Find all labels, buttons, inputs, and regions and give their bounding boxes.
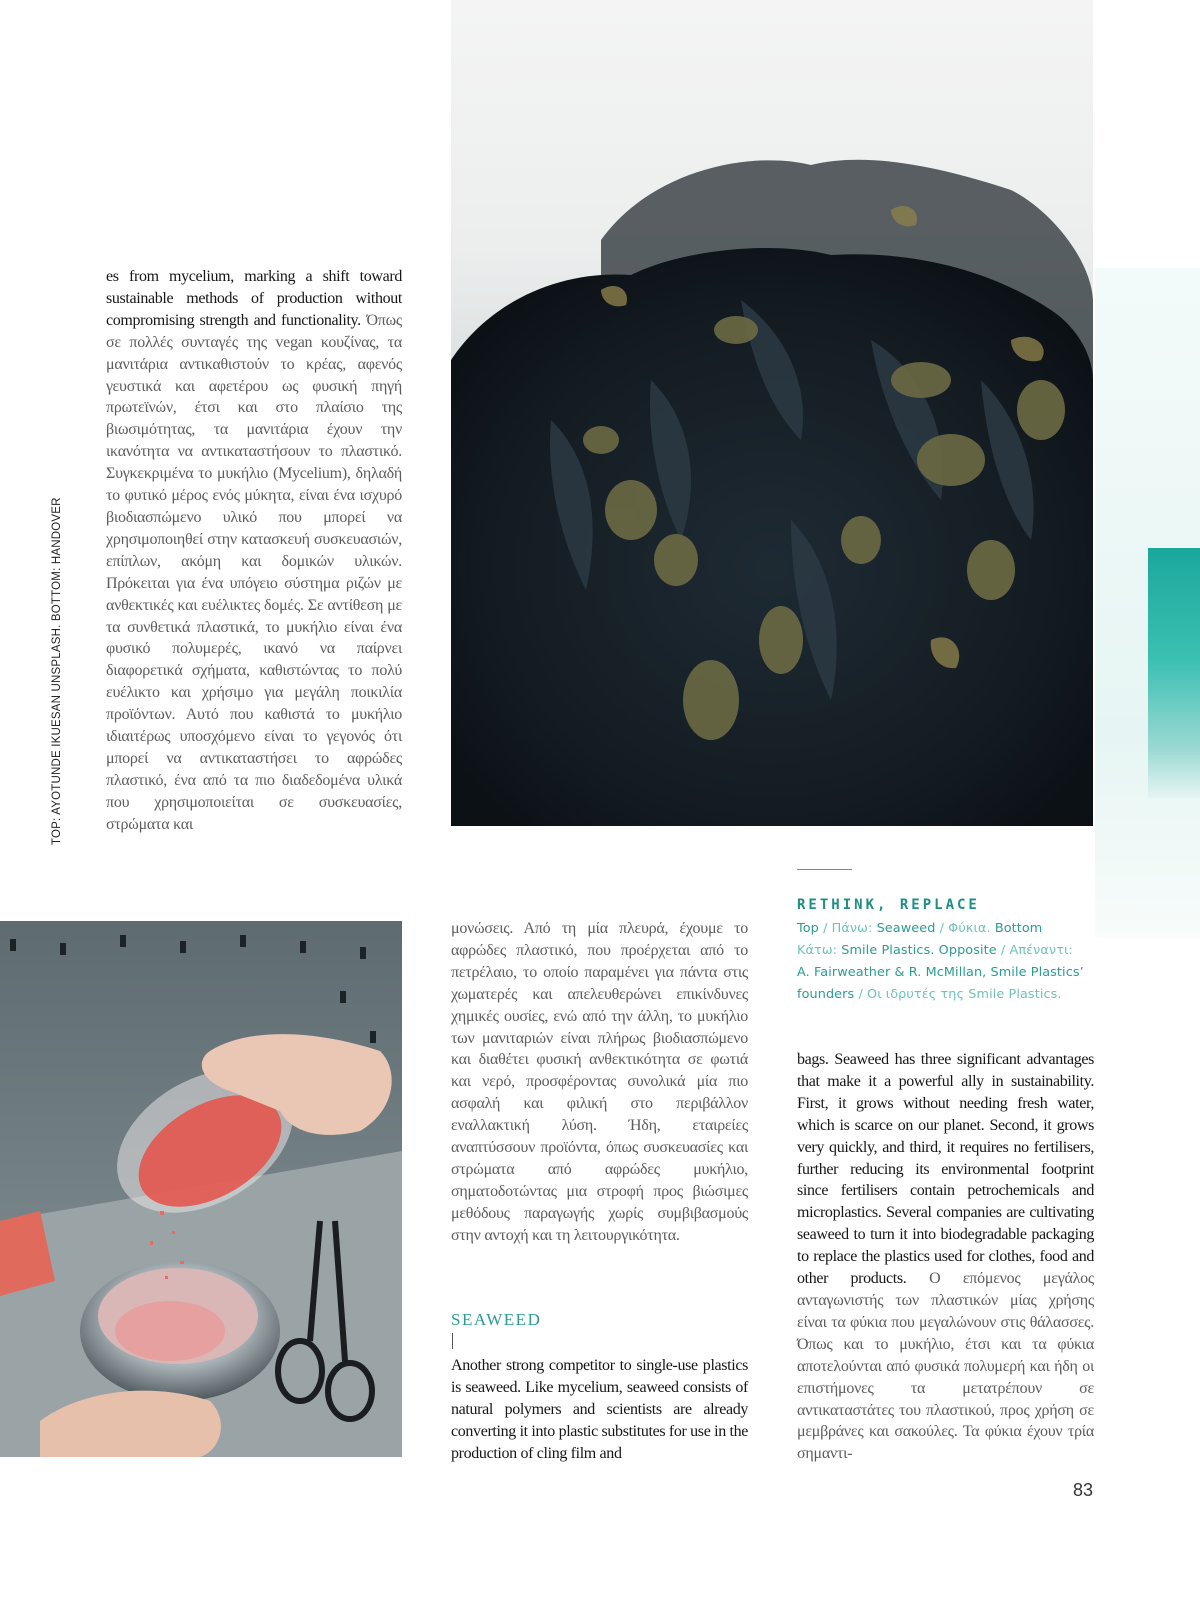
caption-rule — [797, 869, 852, 870]
english-text: es from mycelium, marking a shift toward sustainable methods of production without compromising strength and functionality. — [106, 268, 402, 329]
section-heading-seaweed: SEAWEED — [451, 1310, 542, 1329]
english-text: bags. Seaweed has three significant advantages that make it a powerful ally in sustainability. First, it grows without needing fresh water, which is scarce on our planet. Second, it grows very quickly, and third, it requires no fertilisers, further reducing its environmental footprint since fertilisers contain petrochemicals and microplastics. Several companies are cultivating seaweed to turn it into biodegradable packaging to replace the plastics used for clothes, food and other products. — [797, 1051, 1094, 1288]
teal-accent-strip — [1148, 548, 1200, 798]
caption-part: Smile Plastics. Opposite — [841, 943, 997, 958]
greek-text: μονώσεις. Από τη μία πλευρά, έχουμε το αφρώδες πλαστικό, που προέρχεται από το πετρέλαιο, το οποίο παραμένει για πάντα στις χωματερές και απελευθερώνει επικίνδυνες χημικές ουσίες, ενώ από την άλλη, το μυκήλιο των μανιταριών είναι πλήρως βιοδιασπώμενο και διαθέτει φυσική ανθεκτικότητα σε φωτιά και νερό, προσφέροντας συνολικά μία πιο ασφαλή και φιλική στο περιβάλλον εναλλακτική λύση. Ήδη, εταιρείες αναπτύσσουν προϊόντα, όπως συσκευασίες και στρώματα από αφρώδες μυκήλιο, σηματοδοτώντας μια στροφή προς βιώσιμες μεθόδους παραγωγής χωρίς συμβιβασμούς στην αντοχή και τη λειτουργικότητα. — [451, 920, 748, 1244]
section-divider — [452, 1333, 453, 1349]
body-column-1 — [106, 266, 402, 836]
body-column-2-english — [451, 1355, 748, 1465]
caption-part: / Πάνω: — [818, 921, 877, 936]
caption-part: Top — [797, 921, 819, 936]
caption-part: / Απέναντι: — [996, 943, 1073, 958]
greek-text: Ο επόμενος μεγάλος ανταγωνιστής των πλαστικών μίας χρήσης είναι τα φύκια που μεγαλώνουν στις θάλασσες. Όπως και το μυκήλιο, έτσι και τα φύκια αποτελούνται από φυσικά πολυμερή και ήδη οι επιστήμονες τα μετατρέπουν σε αντικαταστάτες του πλαστικού, προς χρήση σε μεμβράνες και σακούλες. Τα φύκια έχουν τρία σημαντι- — [797, 1270, 1095, 1463]
caption-part: / Οι ιδρυτές της Smile Plastics. — [854, 987, 1062, 1002]
smile-plastics-photo — [0, 921, 402, 1457]
seaweed-photo — [451, 0, 1093, 826]
caption-part: A. Fairweather & R. McMillan, Smile Plastics’ founders — [797, 965, 1084, 1002]
caption-part: Bottom — [994, 921, 1043, 936]
caption-heading: RETHINK, REPLACE — [797, 897, 980, 913]
caption-part: Seaweed — [876, 921, 936, 936]
caption-text — [797, 918, 1097, 1006]
body-column-3 — [797, 1049, 1094, 1465]
caption-part: / Φύκια. — [935, 921, 995, 936]
english-text: Another strong competitor to single-use plastics is seaweed. Like mycelium, seaweed consists of natural polymers and scientists are already converting it into plastic substitutes for use in the production of cling film and — [451, 1357, 748, 1462]
page-number: 83 — [1073, 1480, 1094, 1500]
caption-part: Κάτω: — [797, 943, 842, 958]
photo-credit: TOP: AYOTUNDE IKUESAN UNSPLASH. BOTTOM: HANDOVER — [51, 497, 63, 845]
body-column-2-greek — [451, 918, 748, 1247]
greek-text: Όπως σε πολλές συνταγές της vegan κουζίνας, τα μανιτάρια αντικαθιστούν το κρέας, αφενός γευστικά και αφετέρου ως φυσική πηγή πρωτεϊνών, έτσι και στο πλαίσιο της βιωσιμότητας, τα μανιτάρια έχουν την ικανότητα να αντικαταστήσουν το πλαστικό. Συγκεκριμένα το μυκήλιο (Mycelium), δηλαδή το φυτικό μέρος ενός μύκητα, είναι ένα ισχυρό βιοδιασπώμενο υλικό που μπορεί να χρησιμοποιηθεί στην κατασκευή συσκευασιών, επίπλων, ακόμη και δομικών υλικών. Πρόκειται για ένα υπόγειο σύστημα ριζών με ανθεκτικές και ευέλικτες δομές. Σε αντίθεση με τα συνθετικά πλαστικά, το μυκήλιο είναι ένα φυσικό πολυμερές, ικανό να παίρνει διαφορετικά σχήματα, καθιστώντας το πολύ ευέλικτο και χρήσιμο για μεγάλη ποικιλία προϊόντων. Αυτό που καθιστά το μυκήλιο ιδιαιτέρως υποσχόμενο είναι το γεγονός ότι μπορεί να αντικαταστήσει το αφρώδες πλαστικό, ένα από τα πιο διαδεδομένα υλικά που χρησιμοποιείται σε συσκευασίες, στρώματα και — [106, 311, 402, 833]
